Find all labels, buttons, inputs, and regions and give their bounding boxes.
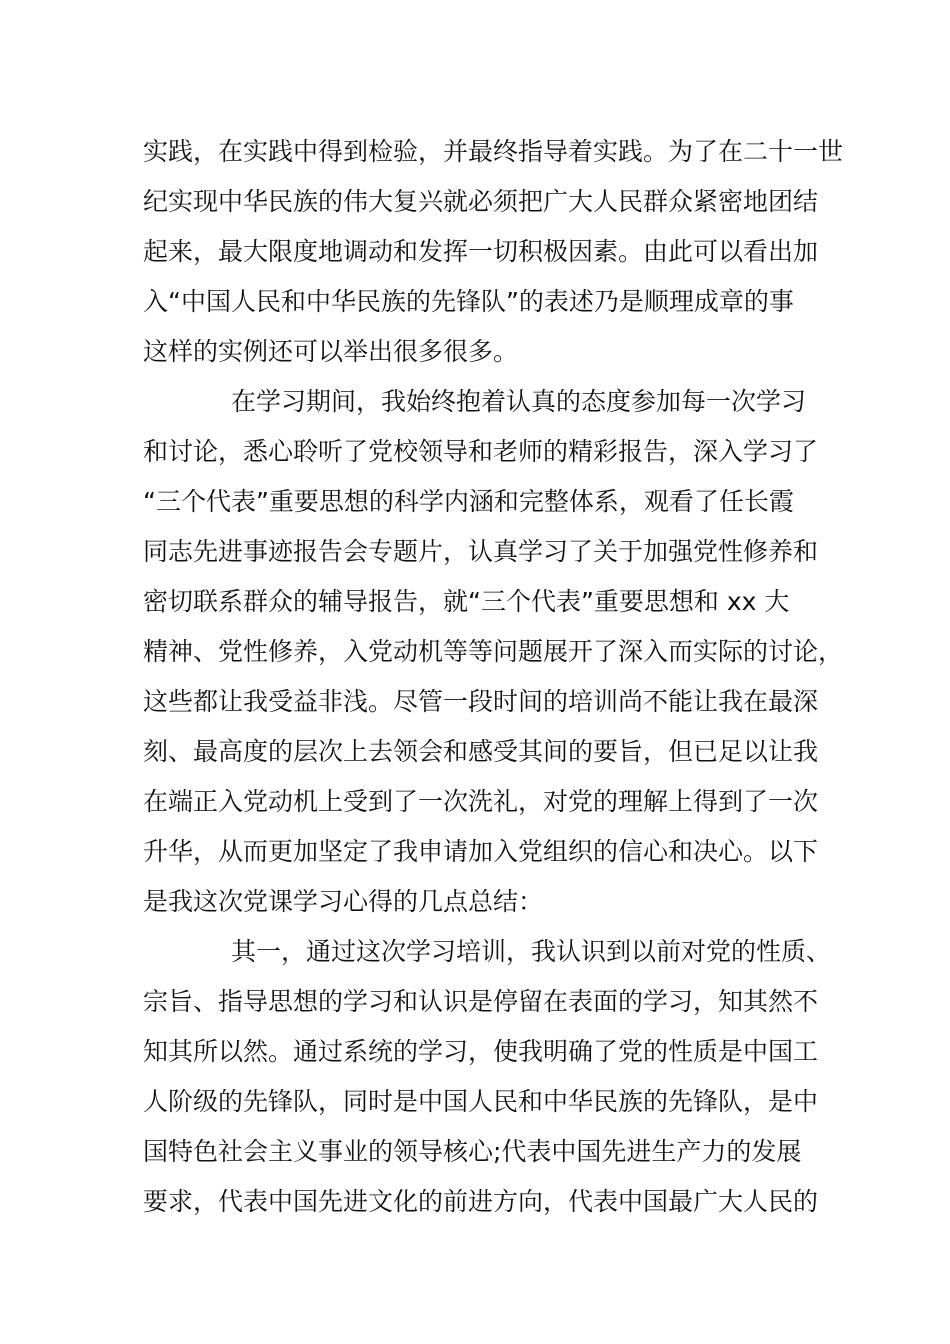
document-body: [143, 127, 844, 1227]
text-line: 密切联系群众的辅导报告，就“三个代表”重要思想和 xx 大: [143, 587, 790, 616]
text-line: 入“中国人民和中华民族的先锋队”的表述乃是顺理成章的事: [143, 287, 794, 316]
text-line: 起来，最大限度地调动和发挥一切积极因素。由此可以看出加: [143, 237, 819, 266]
text-line: 宗旨、指导思想的学习和认识是停留在表面的学习，知其然不: [143, 987, 819, 1016]
text-line: “三个代表”重要思想的科学内涵和完整体系，观看了任长霞: [143, 487, 794, 516]
paragraph-first-line: 在学习期间，我始终抱着认真的态度参加每一次学习: [231, 387, 807, 416]
text-line: 这些都让我受益非浅。尽管一段时间的培训尚不能让我在最深: [143, 687, 819, 716]
text-line: 精神、党性修养，入党动机等等问题展开了深入而实际的讨论，: [143, 637, 844, 666]
text-line: 实践，在实践中得到检验，并最终指导着实践。为了在二十一世: [143, 137, 844, 166]
paragraph-first-line: 其一，通过这次学习培训，我认识到以前对党的性质、: [231, 937, 832, 966]
text-line: 和讨论，悉心聆听了党校领导和老师的精彩报告，深入学习了: [143, 437, 819, 466]
text-line: 人阶级的先锋队，同时是中国人民和中华民族的先锋队，是中: [143, 1087, 819, 1116]
text-line: 升华，从而更加坚定了我申请加入党组织的信心和决心。以下: [143, 837, 819, 866]
text-line: 在端正入党动机上受到了一次洗礼，对党的理解上得到了一次: [143, 787, 819, 816]
text-line: 是我这次党课学习心得的几点总结：: [143, 887, 544, 916]
text-line: 知其所以然。通过系统的学习，使我明确了党的性质是中国工: [143, 1037, 819, 1066]
text-line: 纪实现中华民族的伟大复兴就必须把广大人民群众紧密地团结: [143, 187, 819, 216]
text-line: 这样的实例还可以举出很多很多。: [143, 337, 519, 366]
text-line: 国特色社会主义事业的领导核心;代表中国先进生产力的发展: [143, 1137, 802, 1166]
text-line: 同志先进事迹报告会专题片，认真学习了关于加强党性修养和: [143, 537, 819, 566]
text-line: 刻、最高度的层次上去领会和感受其间的要旨，但已足以让我: [143, 737, 819, 766]
text-line: 要求，代表中国先进文化的前进方向，代表中国最广大人民的: [143, 1187, 819, 1216]
